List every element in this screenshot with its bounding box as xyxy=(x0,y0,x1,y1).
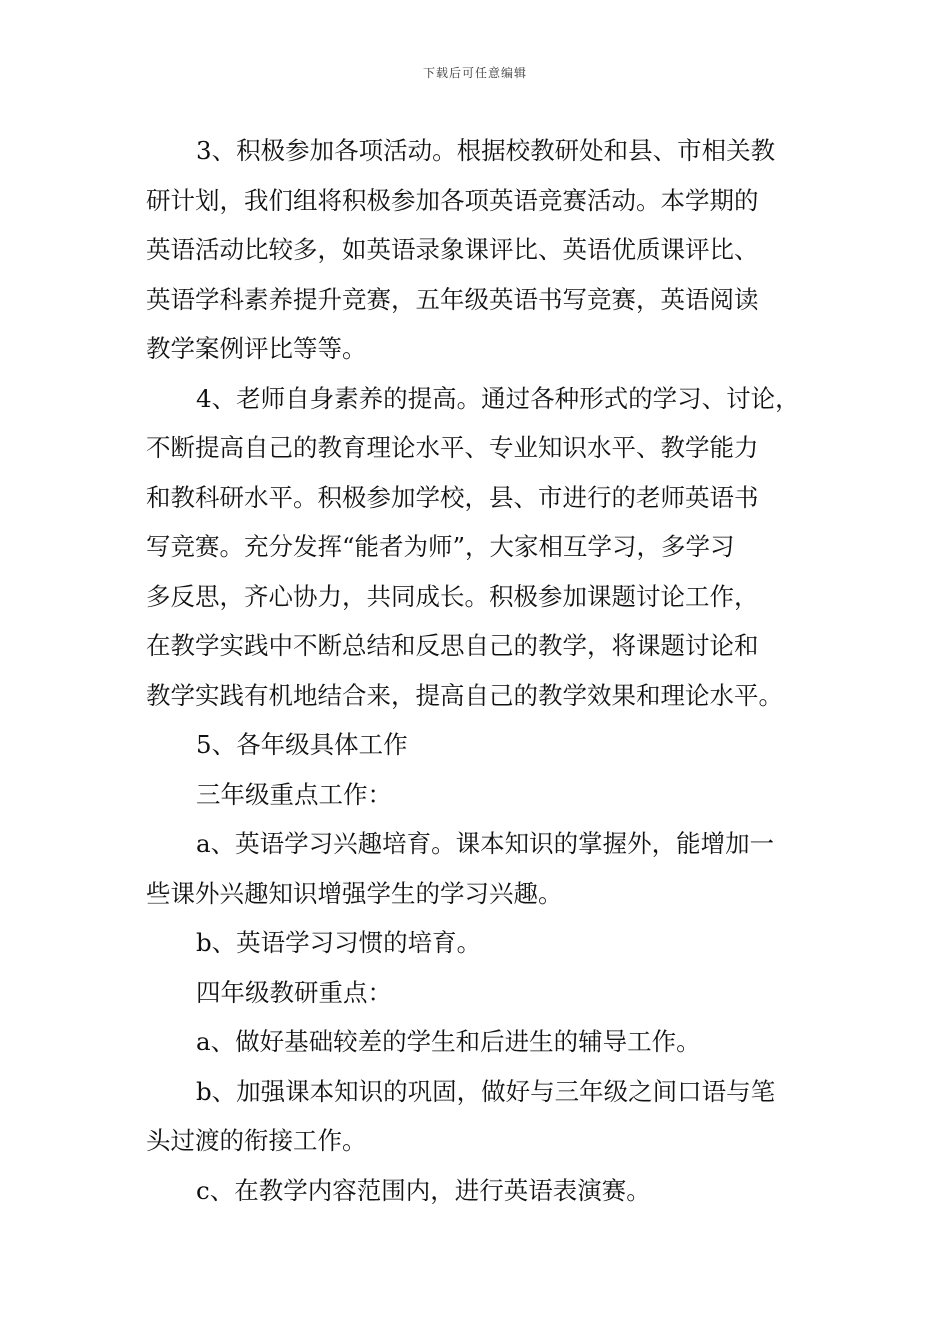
grade-4-heading: 四年级教研重点： xyxy=(196,977,392,1007)
section-5-heading: 5、各年级具体工作 xyxy=(196,730,408,759)
grade-4-item-a: a、做好基础较差的学生和后进生的辅导工作。 xyxy=(196,1027,701,1056)
grade-3-heading: 三年级重点工作： xyxy=(196,779,392,809)
paragraph-3-line-3: 英语活动比较多，如英语录象课评比、英语优质课评比、 xyxy=(146,235,759,264)
grade-3-item-a-line-1: a、英语学习兴趣培育。课本知识的掌握外，能增加一 xyxy=(196,829,775,858)
paragraph-3-line-5: 教学案例评比等等。 xyxy=(146,334,367,363)
paragraph-3-line-1: 3、积极参加各项活动。根据校教研处和县、市相关教 xyxy=(196,136,776,165)
grade-4-item-b-line-2: 头过渡的衔接工作。 xyxy=(146,1126,367,1155)
paragraph-3-line-2: 研计划，我们组将积极参加各项英语竞赛活动。本学期的 xyxy=(146,185,759,215)
document-body xyxy=(146,126,826,1215)
grade-4-item-c: c、在教学内容范围内，进行英语表演赛。 xyxy=(196,1175,651,1205)
grade-3-item-b: b、英语学习习惯的培育。 xyxy=(196,928,482,957)
paragraph-4-line-5: 多反思，齐心协力，共同成长。积极参加课题讨论工作， xyxy=(146,581,759,611)
paragraph-4-line-1: 4、老师自身素养的提高。通过各种形式的学习、讨论， xyxy=(196,383,800,413)
grade-4-item-b-line-1: b、加强课本知识的巩固，做好与三年级之间口语与笔 xyxy=(196,1076,776,1106)
paragraph-4-line-7: 教学实践有机地结合来，提高自己的教学效果和理论水平。 xyxy=(146,680,783,710)
paragraph-4-line-4: 写竞赛。充分发挥“能者为师”，大家相互学习，多学习 xyxy=(146,532,735,561)
paragraph-4-line-2: 不断提高自己的教育理论水平、专业知识水平、教学能力 xyxy=(146,433,759,462)
paragraph-3-line-4: 英语学科素养提升竞赛，五年级英语书写竞赛，英语阅读 xyxy=(146,284,759,314)
grade-3-item-a-line-2: 些课外兴趣知识增强学生的学习兴趣。 xyxy=(146,878,563,908)
page-header: 下载后可任意编辑 xyxy=(422,66,527,80)
paragraph-4-line-3: 和教科研水平。积极参加学校，县、市进行的老师英语书 xyxy=(146,482,759,512)
paragraph-4-line-6: 在教学实践中不断总结和反思自己的教学，将课题讨论和 xyxy=(146,631,759,660)
